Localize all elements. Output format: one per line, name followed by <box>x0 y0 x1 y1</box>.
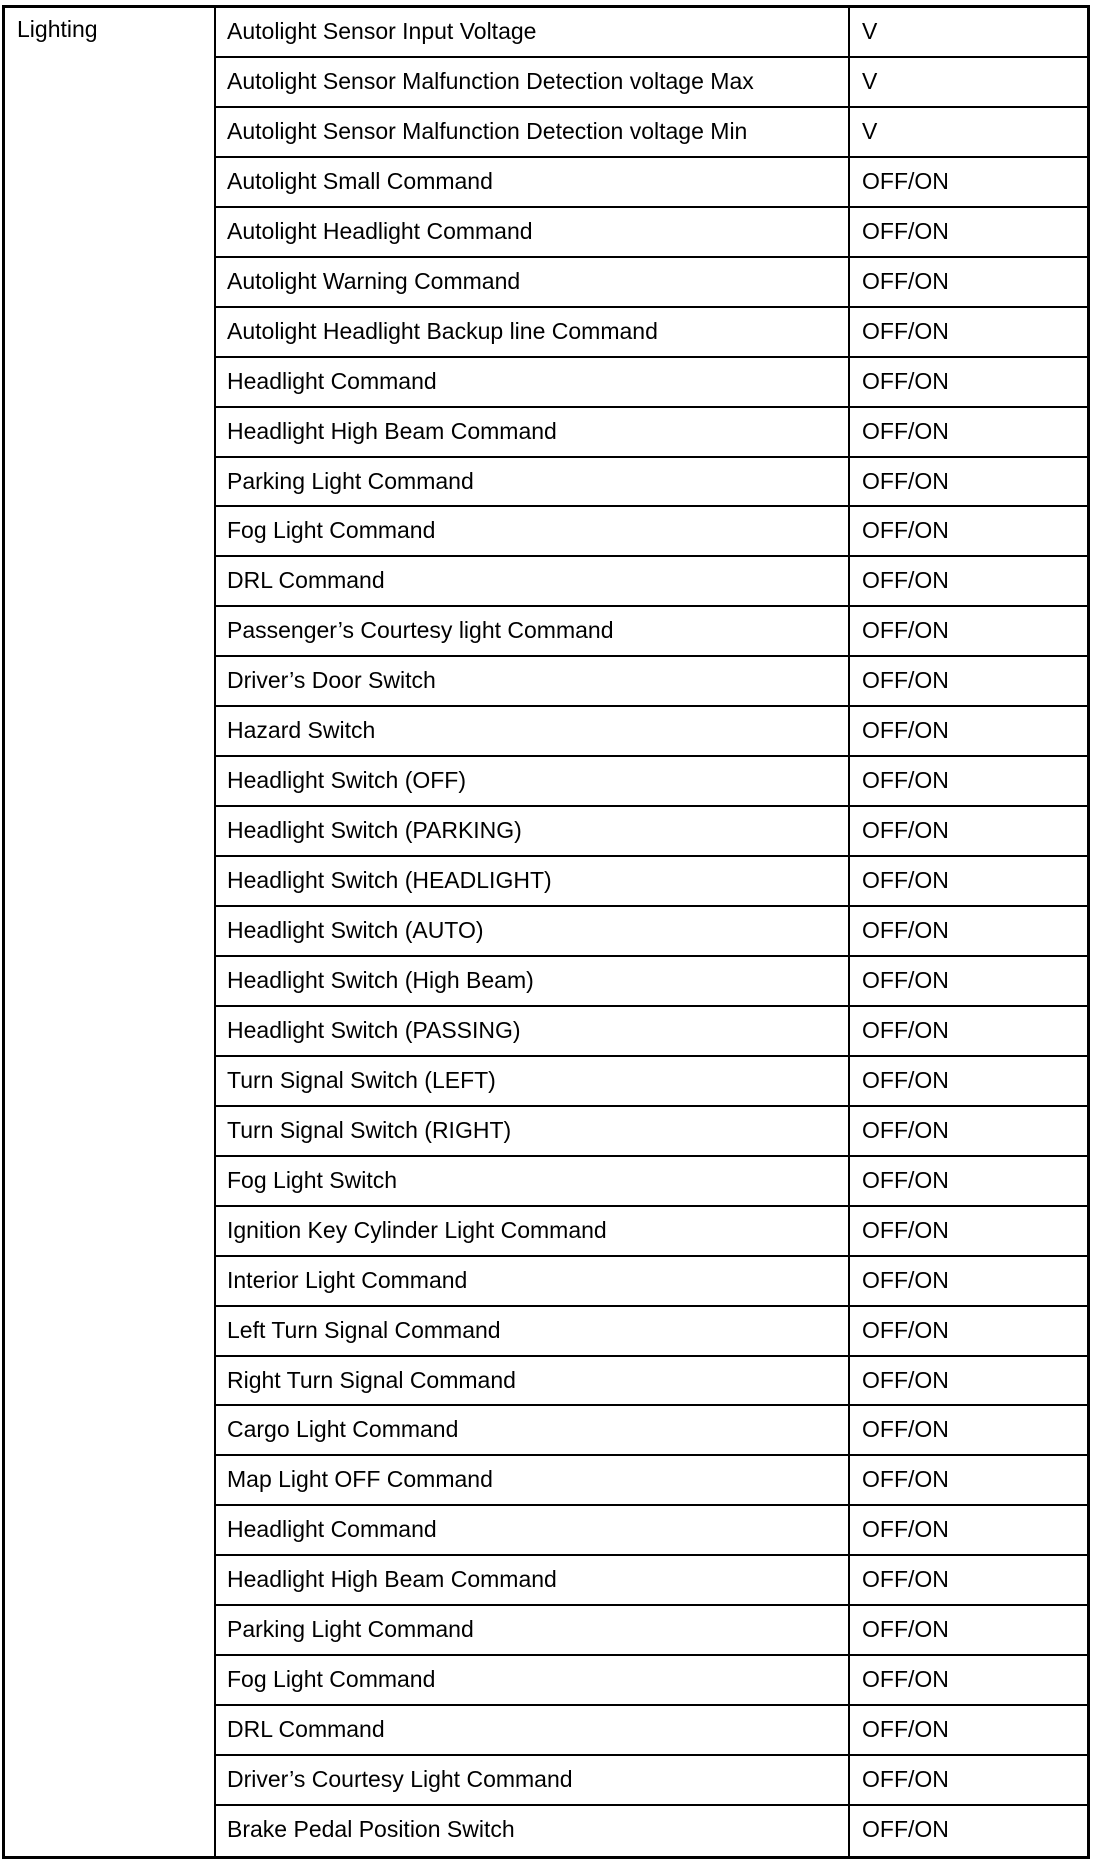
unit-cell: OFF/ON <box>862 218 949 244</box>
table-row <box>216 807 1087 857</box>
unit-cell: OFF/ON <box>862 1367 949 1393</box>
lighting-data-table <box>2 5 1090 1859</box>
unit-cell: OFF/ON <box>862 1416 949 1442</box>
table-row <box>216 1257 1087 1307</box>
unit-cell: OFF/ON <box>862 1466 949 1492</box>
unit-cell: OFF/ON <box>862 468 949 494</box>
item-name-cell: DRL Command <box>216 1706 850 1754</box>
table-row <box>216 1007 1087 1057</box>
table-row <box>216 1756 1087 1806</box>
unit-cell: OFF/ON <box>862 1217 949 1243</box>
category-cell: Lighting <box>5 8 216 1856</box>
table-row <box>216 757 1087 807</box>
item-name-cell: Headlight Switch (HEADLIGHT) <box>216 857 850 905</box>
item-name-cell: Fog Light Command <box>216 507 850 555</box>
unit-cell: V <box>862 68 878 94</box>
table-row <box>216 907 1087 957</box>
unit-cell: OFF/ON <box>862 268 949 294</box>
unit-cell: OFF/ON <box>862 1716 949 1742</box>
item-name-cell: Ignition Key Cylinder Light Command <box>216 1207 850 1255</box>
table-row <box>216 1556 1087 1606</box>
item-name-cell: Autolight Warning Command <box>216 258 850 306</box>
table-row <box>216 707 1087 757</box>
table-row <box>216 1107 1087 1157</box>
table-row <box>216 657 1087 707</box>
item-name-cell: Turn Signal Switch (RIGHT) <box>216 1107 850 1155</box>
item-name-cell: Driver’s Door Switch <box>216 657 850 705</box>
item-name-cell: Fog Light Command <box>216 1656 850 1704</box>
item-name-cell: Headlight Command <box>216 1506 850 1554</box>
unit-cell: OFF/ON <box>862 368 949 394</box>
table-row <box>216 108 1087 158</box>
unit-cell: OFF/ON <box>862 1117 949 1143</box>
unit-cell: OFF/ON <box>862 1616 949 1642</box>
unit-cell: OFF/ON <box>862 667 949 693</box>
item-name-cell: Map Light OFF Command <box>216 1456 850 1504</box>
table-row <box>216 1806 1087 1856</box>
item-name-cell: Passenger’s Courtesy light Command <box>216 607 850 655</box>
item-name-cell: Headlight High Beam Command <box>216 408 850 456</box>
unit-cell: OFF/ON <box>862 1516 949 1542</box>
unit-cell: OFF/ON <box>862 1267 949 1293</box>
table-rows <box>216 8 1087 1856</box>
item-name-cell: Fog Light Switch <box>216 1157 850 1205</box>
table-row <box>216 1406 1087 1456</box>
unit-cell: OFF/ON <box>862 567 949 593</box>
unit-cell: OFF/ON <box>862 1067 949 1093</box>
table-row <box>216 1506 1087 1556</box>
table-row <box>216 1656 1087 1706</box>
table-row <box>216 208 1087 258</box>
table-row <box>216 1357 1087 1406</box>
item-name-cell: Hazard Switch <box>216 707 850 755</box>
item-name-cell: Headlight Switch (OFF) <box>216 757 850 805</box>
table-row <box>216 957 1087 1007</box>
table-row <box>216 258 1087 308</box>
unit-cell: OFF/ON <box>862 318 949 344</box>
table-row <box>216 1057 1087 1107</box>
table-row <box>216 1157 1087 1207</box>
table-row <box>216 857 1087 907</box>
table-row <box>216 1606 1087 1656</box>
item-name-cell: Autolight Sensor Input Voltage <box>216 8 850 56</box>
unit-cell: OFF/ON <box>862 867 949 893</box>
unit-cell: OFF/ON <box>862 817 949 843</box>
unit-cell: OFF/ON <box>862 1816 949 1842</box>
table-row <box>216 1207 1087 1257</box>
item-name-cell: Parking Light Command <box>216 458 850 505</box>
table-row <box>216 607 1087 657</box>
item-name-cell: Autolight Small Command <box>216 158 850 206</box>
unit-cell: OFF/ON <box>862 517 949 543</box>
item-name-cell: Headlight Switch (PARKING) <box>216 807 850 855</box>
item-name-cell: Driver’s Courtesy Light Command <box>216 1756 850 1804</box>
table-row <box>216 8 1087 58</box>
table-row <box>216 557 1087 607</box>
item-name-cell: Right Turn Signal Command <box>216 1357 850 1404</box>
item-name-cell: Headlight Switch (High Beam) <box>216 957 850 1005</box>
item-name-cell: Autolight Sensor Malfunction Detection voltage Min <box>216 108 850 156</box>
table-row <box>216 507 1087 557</box>
item-name-cell: Autolight Headlight Command <box>216 208 850 256</box>
table-row <box>216 408 1087 458</box>
unit-cell: V <box>862 18 878 44</box>
unit-cell: OFF/ON <box>862 418 949 444</box>
item-name-cell: Headlight Switch (PASSING) <box>216 1007 850 1055</box>
unit-cell: OFF/ON <box>862 967 949 993</box>
table-row <box>216 1706 1087 1756</box>
unit-cell: OFF/ON <box>862 717 949 743</box>
table-row <box>216 458 1087 507</box>
unit-cell: V <box>862 118 878 144</box>
item-name-cell: DRL Command <box>216 557 850 605</box>
item-name-cell: Autolight Sensor Malfunction Detection voltage Max <box>216 58 850 106</box>
item-name-cell: Left Turn Signal Command <box>216 1307 850 1355</box>
table-row <box>216 1456 1087 1506</box>
item-name-cell: Interior Light Command <box>216 1257 850 1305</box>
table-row <box>216 358 1087 408</box>
item-name-cell: Headlight Switch (AUTO) <box>216 907 850 955</box>
item-name-cell: Headlight Command <box>216 358 850 406</box>
item-name-cell: Autolight Headlight Backup line Command <box>216 308 850 356</box>
item-name-cell: Brake Pedal Position Switch <box>216 1806 850 1856</box>
unit-cell: OFF/ON <box>862 168 949 194</box>
unit-cell: OFF/ON <box>862 1017 949 1043</box>
item-name-cell: Cargo Light Command <box>216 1406 850 1454</box>
unit-cell: OFF/ON <box>862 917 949 943</box>
unit-cell: OFF/ON <box>862 617 949 643</box>
table-row <box>216 1307 1087 1357</box>
item-name-cell: Headlight High Beam Command <box>216 1556 850 1604</box>
table-row <box>216 308 1087 358</box>
unit-cell: OFF/ON <box>862 1167 949 1193</box>
item-name-cell: Parking Light Command <box>216 1606 850 1654</box>
table-row <box>216 158 1087 208</box>
table-row <box>216 58 1087 108</box>
unit-cell: OFF/ON <box>862 1566 949 1592</box>
unit-cell: OFF/ON <box>862 1666 949 1692</box>
item-name-cell: Turn Signal Switch (LEFT) <box>216 1057 850 1105</box>
unit-cell: OFF/ON <box>862 1317 949 1343</box>
unit-cell: OFF/ON <box>862 1766 949 1792</box>
unit-cell: OFF/ON <box>862 767 949 793</box>
